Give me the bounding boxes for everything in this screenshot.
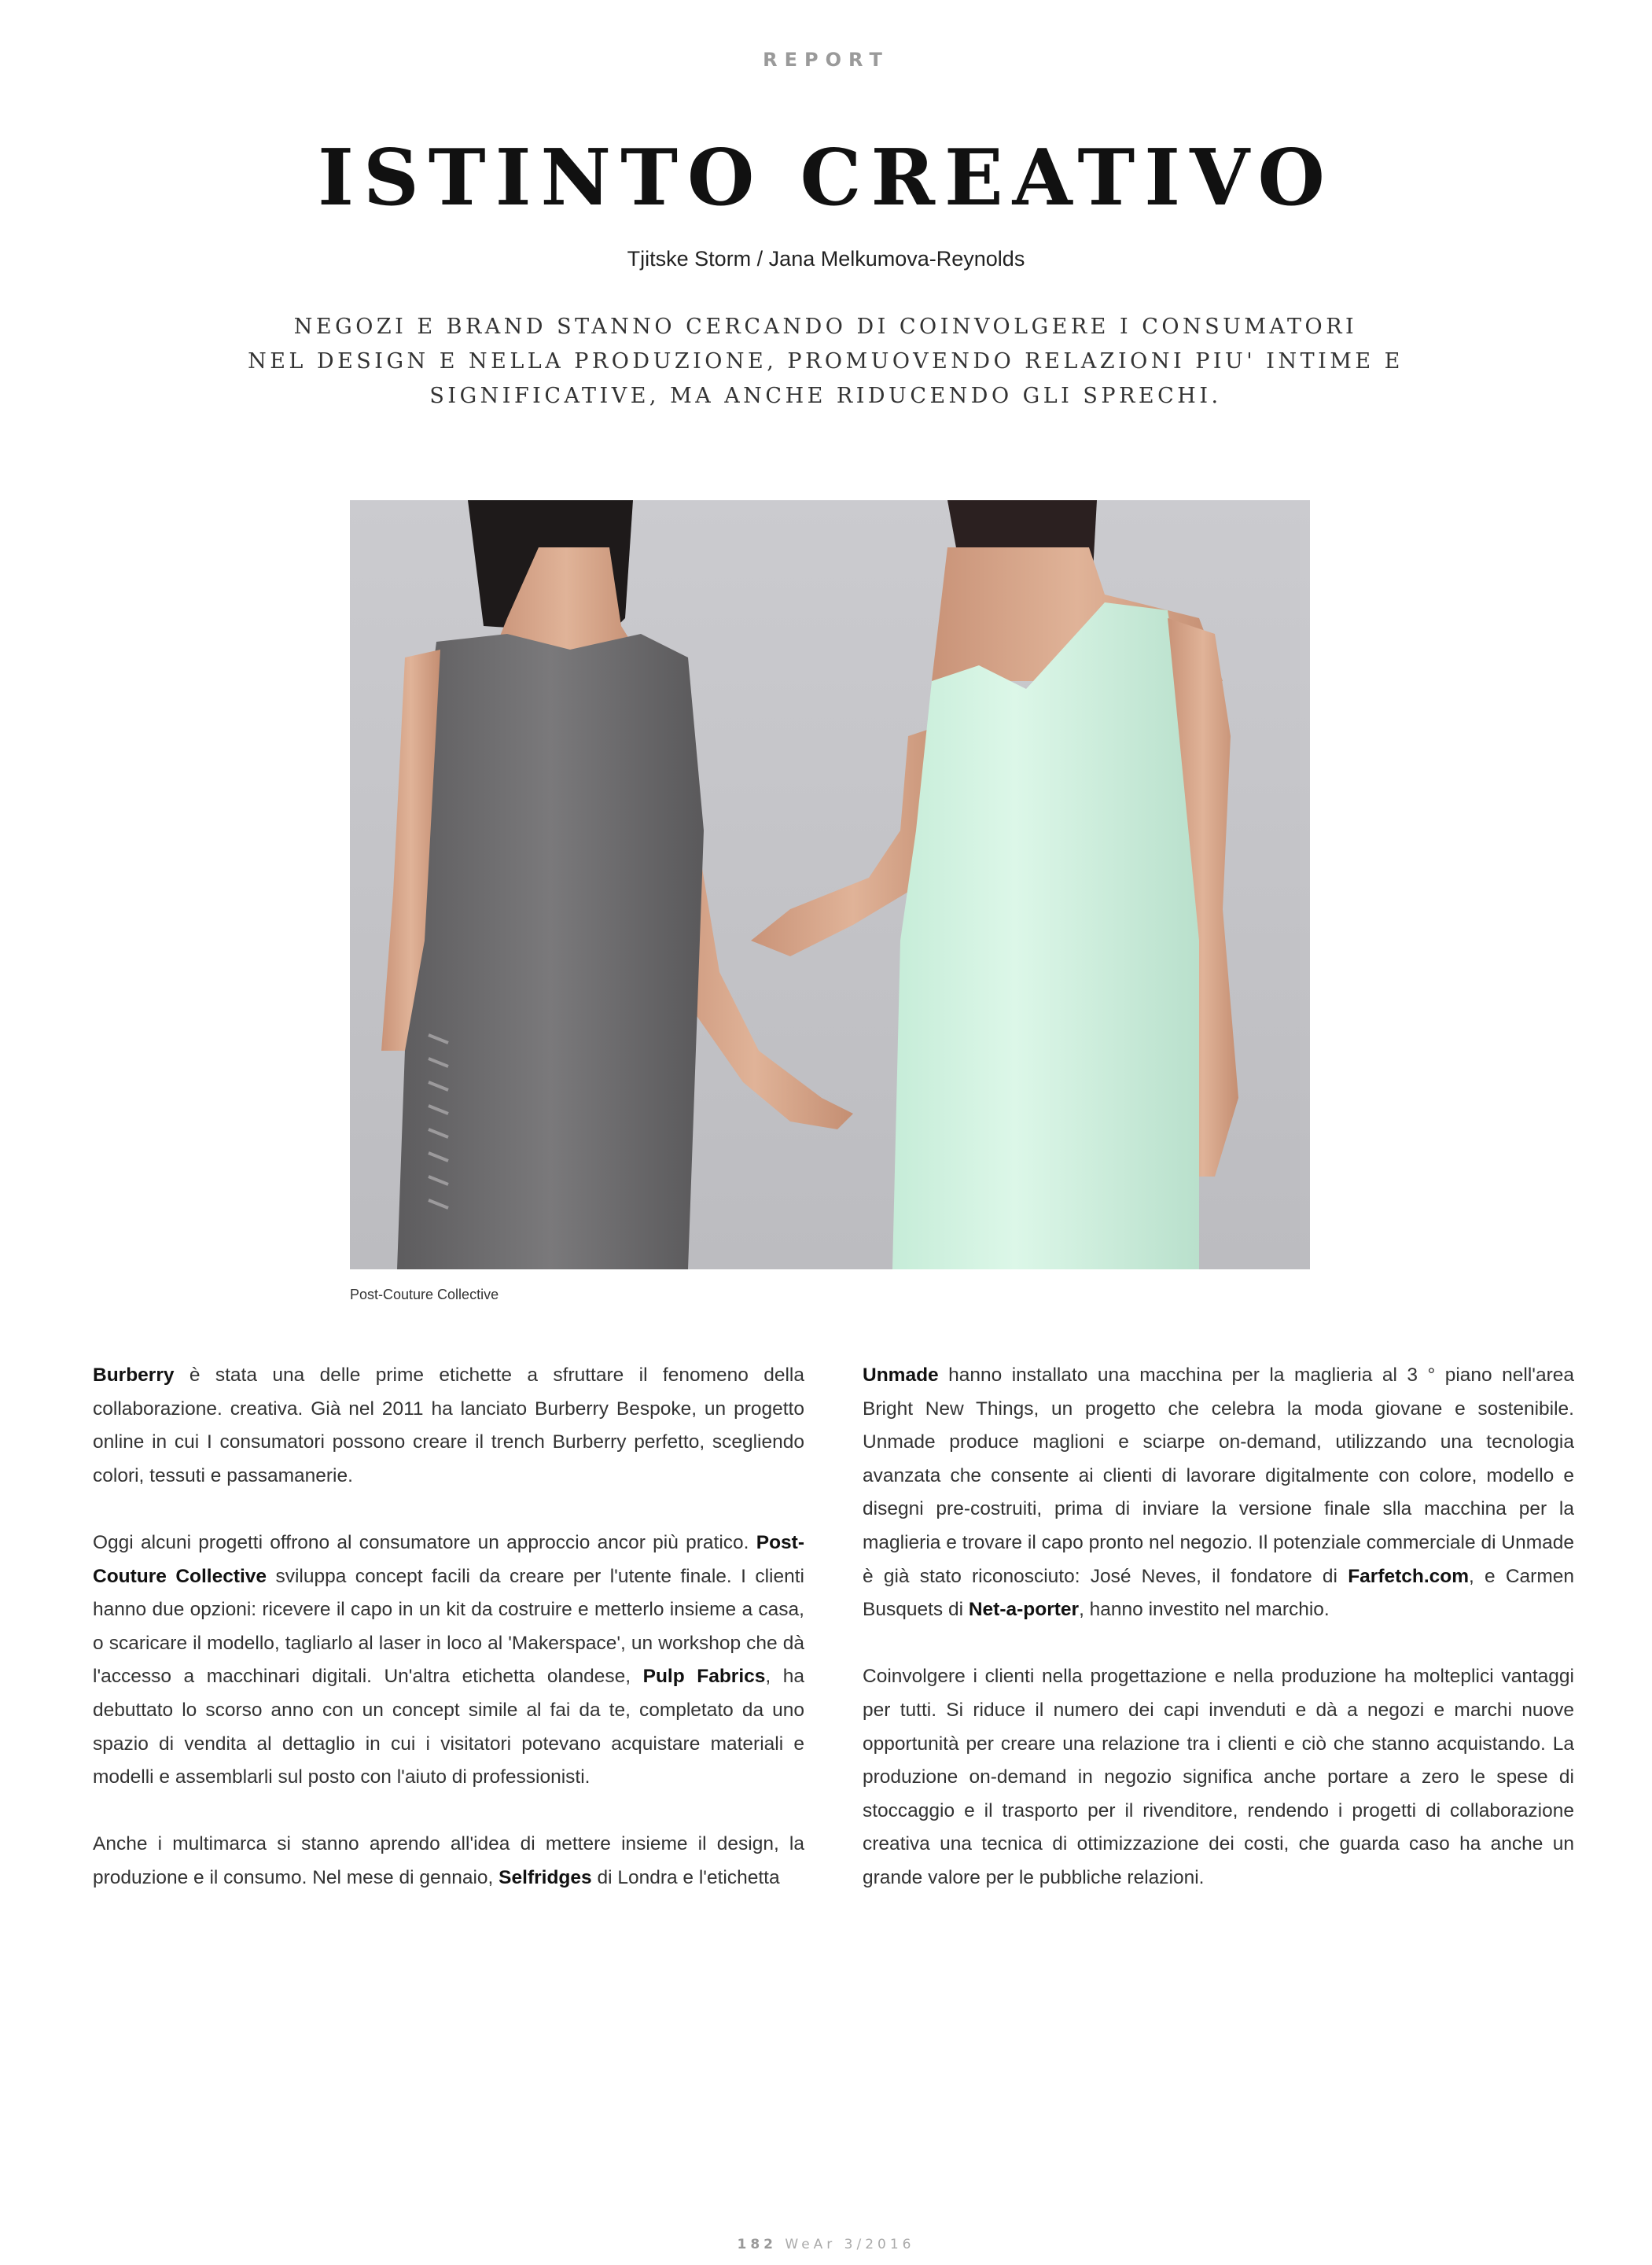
subtitle-line: NEGOZI E BRAND STANNO CERCANDO DI COINVOLGERE I CONSUMATORI bbox=[293, 315, 1358, 339]
page-footer bbox=[0, 2237, 1652, 2252]
page-number: 182 bbox=[737, 2237, 777, 2252]
brand-name: Post-Couture Collective bbox=[93, 1531, 804, 1587]
article-column-left bbox=[93, 1359, 804, 1928]
paragraph: Unmade hanno installato una macchina per la maglieria al 3 ° piano nell'area Bright New Things, un progetto che celebra la moda giovane e sostenibile. Unmade produce maglioni e sciarpe on-demand, utilizzando una tecnologia avanzata che consente ai clienti di lavorare digitalmente con colore, modello e disegni pre-costruiti, prima di inviare la versione finale slla macchina per la maglieria e trovare il capo pronto nel negozio. Il potenziale commerciale di Unmade è già stato riconosciuto: José Neves, il fondatore di Farfetch.com, e Carmen Busquets di Net-a-porter, hanno investito nel marchio. bbox=[863, 1365, 1574, 1621]
brand-name: Selfridges bbox=[499, 1866, 592, 1888]
subtitle-line: NEL DESIGN E NELLA PRODUZIONE, PROMUOVENDO RELAZIONI PIU' INTIME E bbox=[248, 349, 1404, 374]
article-authors: Tjitske Storm / Jana Melkumova-Reynolds bbox=[627, 247, 1025, 271]
brand-name: Farfetch.com bbox=[1348, 1565, 1470, 1587]
section-label: REPORT bbox=[763, 49, 889, 71]
article-subtitle bbox=[204, 310, 1447, 414]
grey-dress bbox=[397, 634, 704, 1269]
article-title: ISTINTO CREATIVO bbox=[318, 133, 1334, 223]
brand-name: Pulp Fabrics bbox=[642, 1666, 766, 1688]
paragraph: Burberry è stata una delle prime etichette a sfruttare il fenomeno della collaborazione. creativa. Già nel 2011 ha lanciato Burberry Bespoke, un progetto online in cui I consumatori possono creare il trench Burberry perfetto, scegliendo colori, tessuti e passamanerie. bbox=[93, 1365, 804, 1486]
photo-illustration bbox=[350, 500, 1310, 1269]
paragraph: Anche i multimarca si stanno aprendo all'idea di mettere insieme il design, la produzione e il consumo. Nel mese di gennaio, Selfridges di Londra e l'etichetta bbox=[93, 1833, 804, 1888]
photo-caption: Post-Couture Collective bbox=[350, 1287, 499, 1302]
paragraph: Oggi alcuni progetti offrono al consumatore un approccio ancor più pratico. Post-Couture Collective sviluppa concept facili da creare per l'utente finale. I clienti hanno due opzioni: ricevere il capo in un kit da costruire e metterlo insieme a casa, o scaricare il modello, tagliarlo al laser in loco al 'Makerspace', un workshop che dà l'accesso a macchinari digitali. Un'altra etichetta olandese, Pulp Fabrics, ha debuttato lo scorso anno con un concept simile al fai da te, completato da uno spazio di vendita al dettaglio in cui i visitatori potevano acquistare materiali e modelli e assemblarli sul posto con l'aiuto di professionisti. bbox=[93, 1531, 804, 1788]
article-column-right bbox=[863, 1359, 1574, 1928]
issue-label: WeAr 3/2016 bbox=[785, 2237, 915, 2252]
subtitle-line: SIGNIFICATIVE, MA ANCHE RIDUCENDO GLI SPRECHI. bbox=[429, 384, 1222, 408]
paragraph: Coinvolgere i clienti nella progettazione e nella produzione ha molteplici vantaggi per tutti. Si riduce il numero dei capi invenduti e dà a negozi e marchi nuove opportunità per creare una relazione tra i clienti e ciò che stanno acquistando. La produzione on-demand in negozio significa anche portare a zero le spese di stoccaggio e il trasporto per il rivenditore, rendendo i progetti di collaborazione creativa una tecnica di ottimizzazione dei costi, che guarda caso ha anche un grande valore per le pubbliche relazioni. bbox=[863, 1666, 1574, 1888]
article-photo bbox=[350, 500, 1310, 1269]
brand-name: Net-a-porter bbox=[968, 1599, 1080, 1621]
mint-dress bbox=[892, 602, 1199, 1269]
brand-name: Unmade bbox=[863, 1365, 939, 1386]
brand-name: Burberry bbox=[93, 1365, 175, 1386]
